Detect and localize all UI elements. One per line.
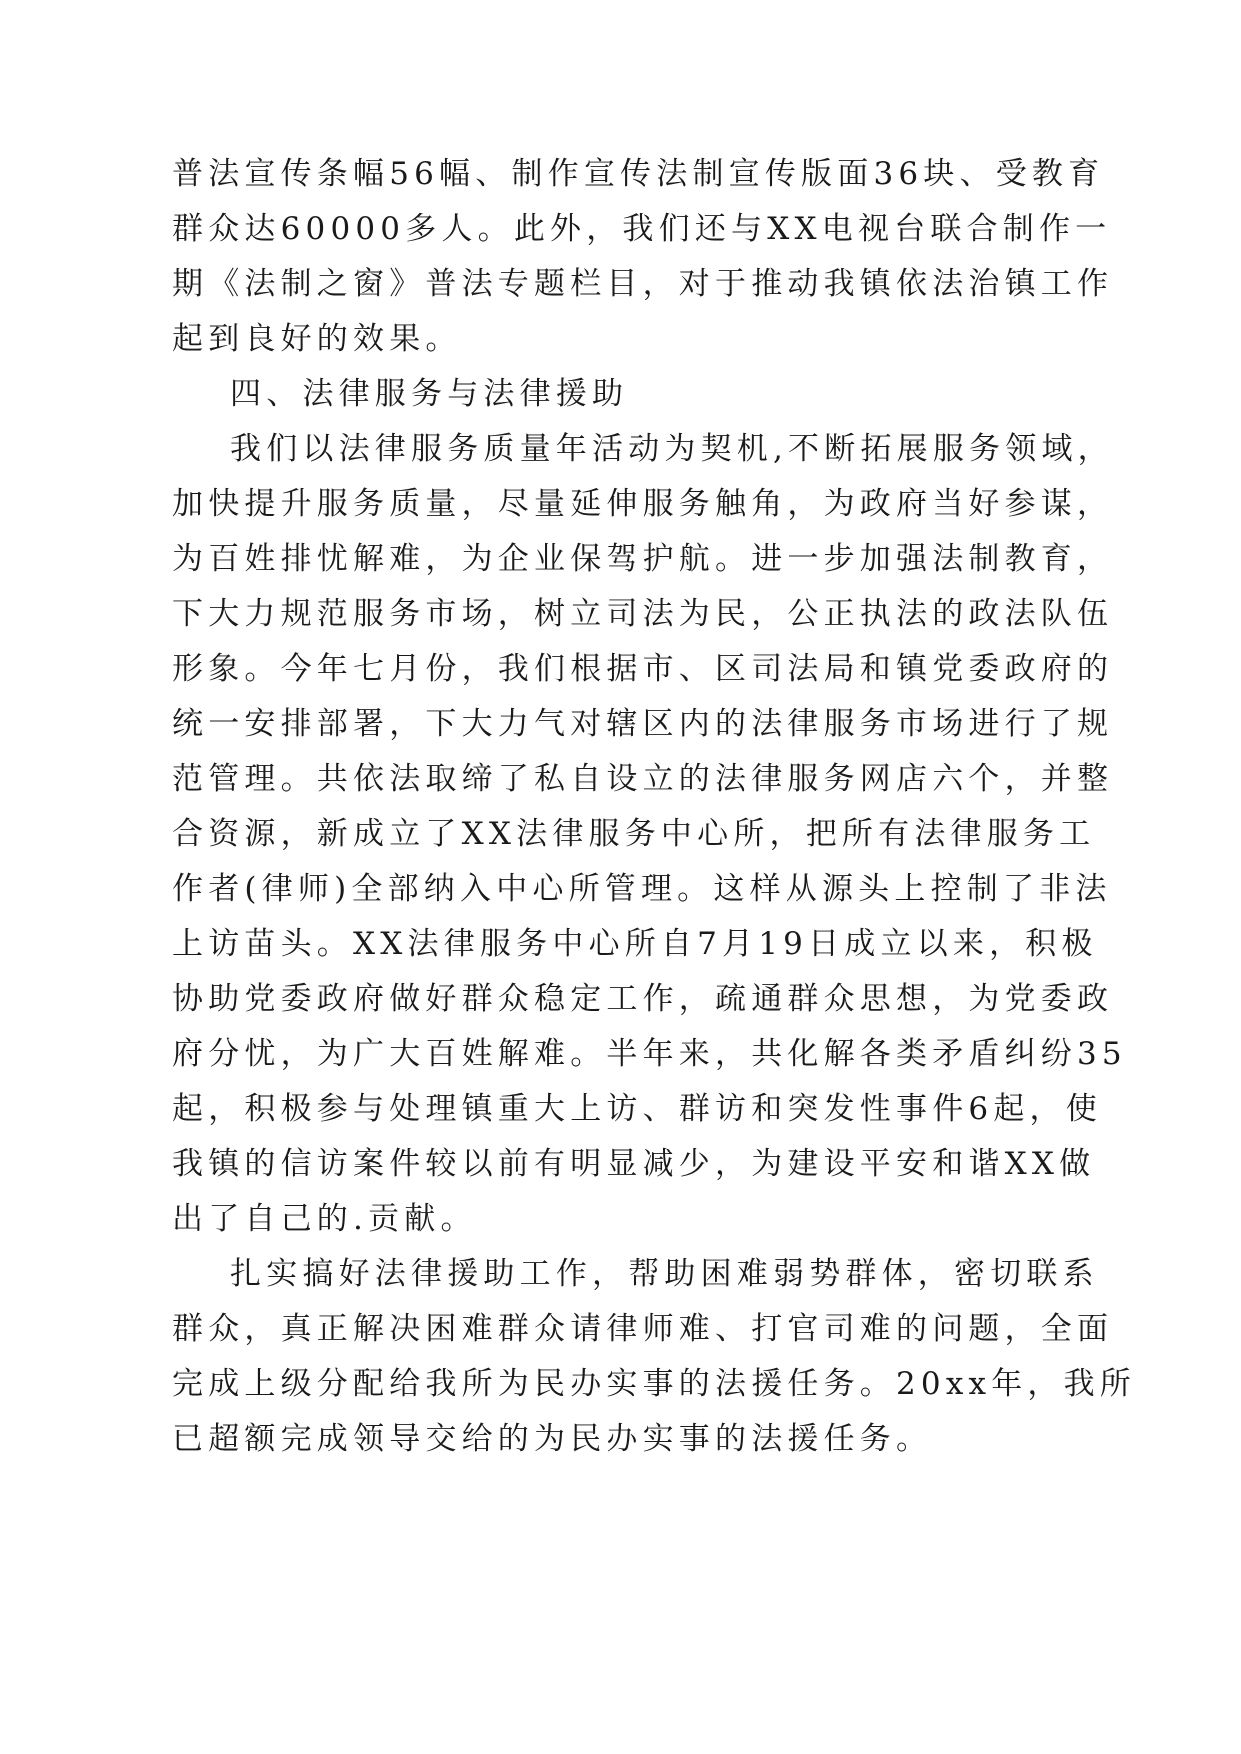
text-line: 为百姓排忧解难，为企业保驾护航。进一步加强法制教育， — [172, 541, 1114, 577]
text-line: 协助党委政府做好群众稳定工作，疏通群众思想，为党委政 — [172, 981, 1114, 1017]
text-line: 已超额完成领导交给的为民办实事的法援任务。 — [172, 1421, 933, 1457]
text-line: 我镇的信访案件较以前有明显减少，为建设平安和谐XX做 — [172, 1146, 1096, 1182]
text-line: 完成上级分配给我所为民办实事的法援任务。20xx年，我所 — [172, 1366, 1137, 1402]
text-line: 期《法制之窗》普法专题栏目，对于推动我镇依法治镇工作 — [172, 266, 1114, 302]
text-line: 统一安排部署，下大力气对辖区内的法律服务市场进行了规 — [172, 706, 1114, 742]
text-line: 起，积极参与处理镇重大上访、群访和突发性事件6起，使 — [172, 1091, 1102, 1127]
text-line: 出了自己的.贡献。 — [172, 1201, 477, 1237]
text-line: 群众，真正解决困难群众请律师难、打官司难的问题，全面 — [172, 1311, 1114, 1347]
text-line: 起到良好的效果。 — [172, 321, 462, 357]
text-line: 府分忧，为广大百姓解难。半年来，共化解各类矛盾纠纷35 — [172, 1036, 1127, 1072]
text-line: 扎实搞好法律援助工作，帮助困难弱势群体，密切联系 — [230, 1256, 1099, 1292]
text-line: 下大力规范服务市场，树立司法为民，公正执法的政法队伍 — [172, 596, 1114, 632]
section-heading: 四、法律服务与法律援助 — [230, 376, 629, 412]
text-line: 普法宣传条幅56幅、制作宣传法制宣传版面36块、受教育 — [172, 156, 1105, 192]
text-line: 我们以法律服务质量年活动为契机,不断拓展服务领域， — [230, 431, 1114, 467]
text-line: 形象。今年七月份，我们根据市、区司法局和镇党委政府的 — [172, 651, 1114, 687]
text-line: 范管理。共依法取缔了私自设立的法律服务网店六个，并整 — [172, 761, 1114, 797]
text-line: 作者(律师)全部纳入中心所管理。这样从源头上控制了非法 — [172, 871, 1112, 907]
text-line: 群众达60000多人。此外，我们还与XX电视台联合制作一 — [172, 211, 1112, 247]
text-line: 合资源，新成立了XX法律服务中心所，把所有法律服务工 — [172, 816, 1096, 852]
text-line: 加快提升服务质量，尽量延伸服务触角，为政府当好参谋， — [172, 486, 1114, 522]
text-line: 上访苗头。XX法律服务中心所自7月19日成立以来，积极 — [172, 926, 1098, 962]
